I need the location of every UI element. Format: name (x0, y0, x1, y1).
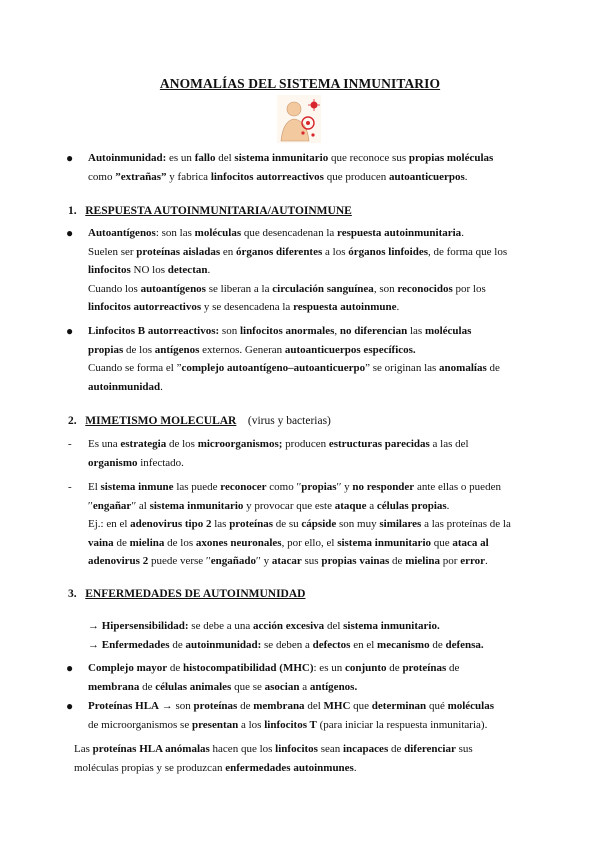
bold-run: mecanismo (377, 638, 430, 651)
bold-run: respuesta autoinmunitaria (337, 227, 462, 239)
text-run: como ′′ (266, 481, 302, 493)
text-run: Cuando se forma el ” (88, 362, 182, 375)
text-run: a los (322, 245, 349, 258)
text-run: que producen (323, 170, 390, 183)
bold-run: presentan (191, 718, 239, 731)
bold-run: autoanticuerpos (389, 170, 465, 183)
text-run: sean (317, 743, 343, 755)
text-run: , son (373, 282, 398, 295)
text-run: las (211, 518, 230, 531)
text-run: las (407, 325, 425, 337)
bold-run: enfermedades autoinmunes (225, 761, 354, 774)
bold-run: moléculas (424, 325, 472, 337)
text-run: que se (231, 680, 265, 693)
s1-paragraph-linfocitos-b (88, 322, 500, 396)
text-run: externos. Generan (199, 343, 285, 356)
bold-run: ”extrañas” (115, 170, 167, 183)
text-run: moléculas propias y se produzcan (74, 761, 226, 774)
bold-run: moléculas (447, 700, 495, 712)
text-run: ante ellas o pueden (414, 481, 501, 493)
bold-run: atacar (271, 555, 302, 568)
text-run: ′′ (88, 499, 93, 512)
text-line (88, 280, 507, 299)
bold-run: sistema inmunitario. (343, 620, 440, 632)
bold-run: sistema inmunitario (234, 152, 329, 164)
text-run: → son (159, 700, 194, 712)
bold-run: linfocitos (88, 264, 131, 277)
section-2-heading (68, 412, 331, 430)
page-title: ANOMALÍAS DEL SISTEMA INMUNITARIO (159, 76, 441, 91)
text-run: son (219, 325, 240, 337)
text-run: ′′ y (336, 481, 353, 493)
text-run: que (350, 700, 372, 712)
text-run: Ej.: en el (88, 518, 131, 531)
bold-run: MHC (323, 700, 351, 712)
text-line (88, 515, 511, 534)
text-line (88, 478, 511, 497)
bold-run: Proteínas HLA (88, 700, 159, 712)
section-2-number: 2. (68, 415, 77, 427)
text-run: que desencadenan la (241, 227, 338, 239)
s1-bullet-2: ● (66, 324, 74, 338)
text-run: y fabrica (166, 170, 211, 183)
bold-run: proteínas aisladas (136, 245, 221, 258)
bold-run: propias (88, 343, 124, 356)
text-run: de (169, 638, 186, 651)
bold-run: proteínas (402, 662, 447, 674)
bold-run: linfocitos autorreactivos (88, 301, 202, 314)
bold-run: detectan (167, 264, 208, 277)
text-run: . (446, 499, 450, 512)
bold-run: estructuras parecidas (328, 438, 430, 450)
text-run: se debe a una (188, 620, 253, 632)
section-3-heading (68, 585, 305, 603)
text-run: como (88, 170, 116, 183)
s3-bullet-2: ● (66, 699, 74, 713)
text-run: sus (455, 743, 473, 755)
text-run: Suelen ser (88, 245, 137, 258)
text-run: a las del (429, 438, 469, 450)
text-run: en el (350, 638, 378, 651)
s1-bullet-1: ● (66, 226, 74, 240)
text-run: de (113, 536, 130, 549)
bold-run: vaina (88, 536, 114, 549)
bold-run: moléculas (194, 227, 242, 239)
bold-run: conjunto (344, 662, 387, 674)
text-line (88, 617, 484, 636)
bold-run: acción excesiva (253, 620, 325, 632)
text-run: ′′ y (256, 555, 272, 568)
text-run: : es un (313, 662, 345, 674)
bold-run: sistema inmunitario (149, 499, 244, 512)
s3-arrow-list (88, 617, 484, 654)
bold-run: linfocitos T (264, 718, 317, 731)
bold-run: propias moléculas (408, 152, 494, 164)
text-run: de los (166, 438, 198, 450)
bold-run: proteínas (193, 700, 238, 712)
text-line (88, 636, 484, 655)
text-line (88, 534, 511, 553)
s2-dash-2: - (68, 481, 72, 493)
text-run: de (386, 662, 403, 674)
bold-run: no diferencian (339, 325, 408, 337)
bold-run: reconocer (220, 481, 267, 493)
bold-run: similares (379, 518, 422, 531)
text-line (74, 740, 473, 759)
s1-paragraph-autoantigenos (88, 224, 507, 317)
bold-run: sistema inmunitario (337, 536, 431, 549)
bold-run: órganos diferentes (236, 245, 323, 258)
bold-run: células propias (376, 499, 447, 512)
text-run: del (304, 700, 324, 712)
text-run: del (215, 152, 235, 164)
bold-run: circulación sanguínea (272, 282, 374, 295)
text-run: NO los (130, 264, 168, 277)
text-line (88, 716, 494, 735)
bold-run: engañado (210, 555, 257, 568)
text-run: de (139, 680, 156, 693)
s2-dash-1: - (68, 438, 72, 450)
text-run: por (440, 555, 461, 568)
bold-run: microorganismos; (197, 438, 283, 450)
text-line (88, 322, 500, 341)
bold-run: cápside (301, 518, 337, 531)
text-line (88, 261, 507, 280)
text-line (74, 759, 473, 778)
text-run: que (431, 536, 453, 549)
text-run: se liberan a la (205, 282, 273, 295)
bold-run: defectos (312, 638, 351, 651)
s2-paragraph-sistema-inmune (88, 478, 511, 571)
bold-run: autoinmunidad: (185, 638, 262, 651)
text-run: , (334, 325, 340, 337)
text-line (88, 168, 493, 187)
bold-run: autoantígenos (140, 282, 206, 295)
section-3-title: ENFERMEDADES DE AUTOINMUNIDAD (85, 588, 306, 600)
bold-run: antígenos (154, 343, 200, 356)
bold-run: células animales (155, 680, 232, 693)
text-run: infectado. (137, 456, 184, 469)
text-run: del (324, 620, 344, 632)
bold-run: mielina (129, 536, 165, 549)
bold-run: diferenciar (404, 743, 456, 755)
section-1-title: RESPUESTA AUTOINMUNITARIA/AUTOINMUNE (85, 205, 352, 217)
bold-run: error (460, 555, 486, 568)
bold-run: órganos linfoides (348, 245, 429, 258)
s2-paragraph-estrategia (88, 435, 469, 472)
closing-paragraph (74, 740, 473, 777)
section-2-title: MIMETISMO MOLECULAR (85, 415, 237, 427)
bold-run: Autoantígenos (88, 227, 156, 239)
text-run: de los (164, 536, 196, 549)
bold-run: autoanticuerpos específicos. (284, 343, 416, 356)
bold-run: → Hipersensibilidad: (88, 620, 189, 632)
bold-run: propias vainas (321, 555, 390, 568)
text-run: de los (123, 343, 155, 356)
text-run: de (446, 662, 460, 674)
text-line (88, 341, 500, 360)
bold-run: linfocitos (275, 743, 318, 755)
text-run: de microorganismos se (88, 718, 192, 731)
text-run: . (461, 227, 464, 239)
text-run: Las (74, 743, 93, 755)
bold-run: engañar (92, 499, 132, 512)
text-run: por los (452, 282, 486, 295)
text-run: ” se originan las (365, 362, 440, 375)
bold-run: Linfocitos B autorreactivos: (88, 325, 220, 337)
bold-run: reconocidos (397, 282, 453, 295)
bold-run: membrana (88, 680, 140, 693)
text-run: , de forma que los (428, 245, 508, 258)
bold-run: linfocitos autorreactivos (210, 170, 324, 183)
text-run: . (464, 170, 468, 183)
text-line (88, 243, 507, 262)
bold-run: sistema inmune (100, 481, 174, 493)
text-run: y se desencadena la (201, 301, 294, 314)
bold-run: propias (301, 481, 337, 493)
text-run: de (167, 662, 184, 674)
text-run: a los (238, 718, 265, 731)
text-run: puede verse ′′ (148, 555, 211, 568)
text-run: . (207, 264, 211, 277)
text-run: . (485, 555, 488, 568)
text-run: El (88, 481, 101, 493)
text-run: a las proteínas de la (421, 518, 511, 531)
bold-run: antígenos. (309, 680, 358, 693)
text-run: son muy (336, 518, 380, 531)
bold-run: fallo (194, 152, 216, 164)
text-line (88, 497, 511, 516)
text-run: de (429, 638, 446, 651)
text-run: Es una (88, 438, 121, 450)
text-run: se deben a (261, 638, 313, 651)
intro-paragraph (88, 149, 493, 186)
text-run: . (396, 301, 400, 314)
text-run: es un (166, 152, 195, 164)
section-2-note: (virus y bacterias) (247, 415, 331, 427)
text-line (88, 435, 469, 454)
section-1-number: 1. (68, 205, 77, 217)
text-run: de (389, 555, 406, 568)
bold-run: respuesta autoinmune (293, 301, 397, 314)
bold-run: complejo autoantígeno–autoanticuerpo (181, 362, 366, 375)
section-3-number: 3. (68, 588, 77, 600)
text-line (88, 697, 494, 716)
text-run: y provocar que este (243, 499, 335, 512)
bold-run: linfocitos anormales (239, 325, 335, 337)
bold-run: ataque (334, 499, 367, 512)
text-run: de (388, 743, 405, 755)
bold-run: anomalías (439, 362, 487, 375)
bold-run: no responder (352, 481, 415, 493)
text-run: producen (282, 438, 329, 450)
text-run: : son las (155, 227, 195, 239)
text-run: en (220, 245, 236, 258)
text-line (88, 149, 493, 168)
text-run: que reconoce sus (328, 152, 409, 164)
bold-run: Complejo mayor (88, 662, 168, 674)
bold-run: proteínas HLA anómalas (92, 743, 210, 755)
text-run: a (299, 680, 310, 693)
text-line (88, 378, 500, 397)
intro-bullet: ● (66, 151, 74, 165)
bold-run: proteínas (229, 518, 273, 531)
text-line (88, 454, 469, 473)
text-run: de (486, 362, 500, 375)
bold-run: ataca al (452, 536, 489, 549)
bold-run: adenovirus tipo 2 (130, 518, 212, 531)
bold-run: adenovirus 2 (88, 555, 149, 568)
text-run: . (353, 761, 357, 774)
text-line (88, 678, 459, 697)
bold-run: mielina (405, 555, 441, 568)
text-line (88, 359, 500, 378)
bold-run: → Enfermedades (88, 638, 170, 651)
bold-run: determinan (371, 700, 427, 712)
text-line (88, 224, 507, 243)
section-1-heading (68, 202, 352, 220)
text-run: (para iniciar la respuesta inmunitaria). (316, 718, 488, 731)
s3-bullet-1: ● (66, 661, 74, 675)
bold-run: membrana (253, 700, 305, 712)
bold-run: incapaces (343, 743, 389, 755)
s3-paragraph-hla (88, 697, 494, 734)
bold-run: defensa. (445, 638, 484, 651)
bold-run: asocian (264, 680, 300, 693)
text-line (88, 552, 511, 571)
bold-run: autoinmunidad (88, 380, 161, 393)
text-run: qué (426, 700, 448, 712)
bold-run: estrategia (120, 438, 167, 450)
text-run: de su (273, 518, 302, 531)
text-run: ′′ al (131, 499, 150, 512)
text-run: sus (301, 555, 322, 568)
bold-run: organismo (88, 456, 138, 469)
text-line (88, 298, 507, 317)
text-run: , por ello, el (281, 536, 338, 549)
text-run: de (237, 700, 254, 712)
person-with-immune-reaction-icon (277, 95, 321, 143)
text-run: a (366, 499, 377, 512)
s3-paragraph-mhc (88, 659, 459, 696)
text-line (88, 659, 459, 678)
bold-run: Autoinmunidad: (88, 152, 167, 164)
text-run: hacen que los (209, 743, 276, 755)
text-run: las puede (173, 481, 221, 493)
text-run: . (160, 380, 163, 393)
text-run: Cuando los (88, 282, 141, 295)
bold-run: histocompatibilidad (MHC) (183, 662, 314, 674)
bold-run: axones neuronales (195, 536, 282, 549)
